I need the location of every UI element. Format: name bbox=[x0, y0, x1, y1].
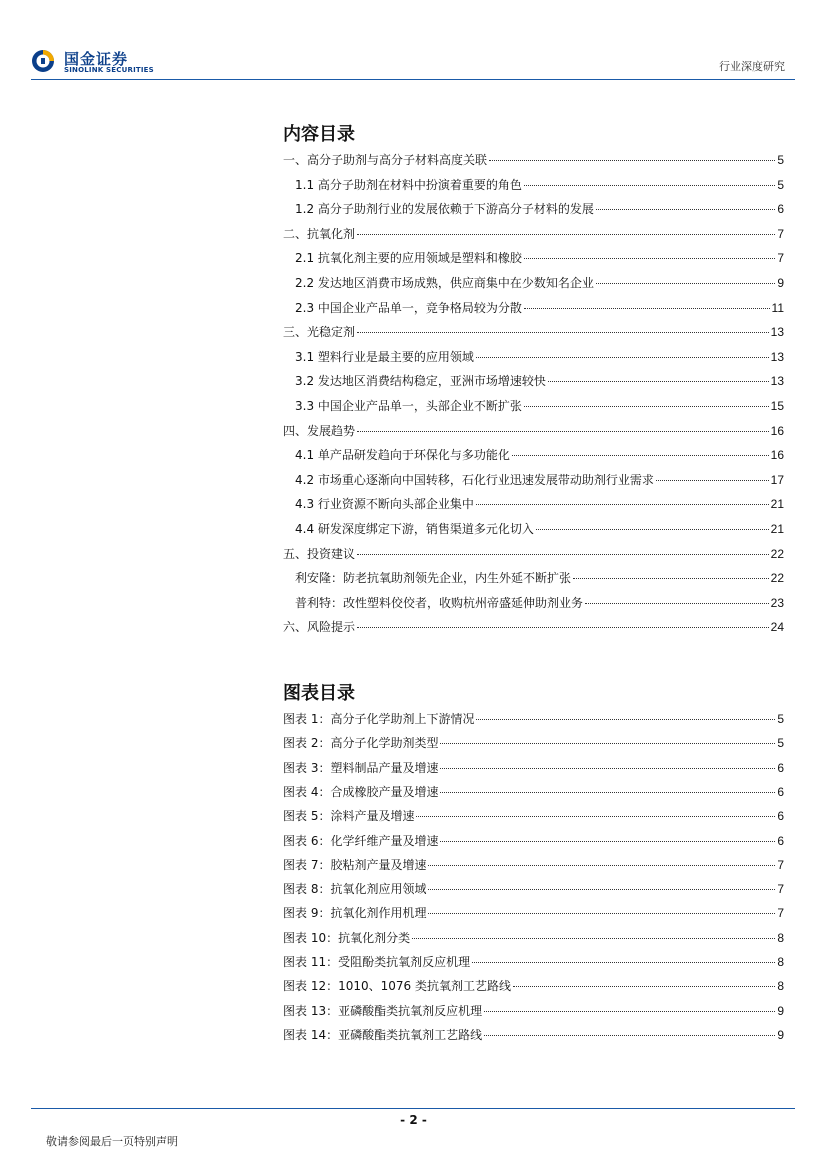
dot-leader bbox=[484, 1010, 775, 1012]
disclaimer: 敬请参阅最后一页特别声明 bbox=[46, 1135, 178, 1148]
dot-leader bbox=[524, 307, 770, 309]
toc-entry[interactable] bbox=[295, 201, 784, 217]
toc-title: 内容目录 bbox=[283, 124, 355, 145]
toc-entry-page: 21 bbox=[770, 522, 784, 536]
header-divider bbox=[31, 79, 795, 80]
dot-leader bbox=[476, 718, 775, 720]
toc-entry[interactable] bbox=[295, 521, 784, 537]
toc-entry-label: 图表 3：塑料制品产量及增速 bbox=[283, 760, 439, 775]
dot-leader bbox=[573, 577, 769, 579]
dot-leader bbox=[524, 257, 775, 259]
toc-entry-page: 16 bbox=[770, 448, 784, 463]
dot-leader bbox=[428, 864, 775, 866]
toc-entry-label: 4.4 研发深度绑定下游，销售渠道多元化切入 bbox=[295, 522, 534, 536]
toc-entry[interactable] bbox=[295, 496, 784, 512]
toc-entry[interactable] bbox=[283, 152, 784, 168]
dot-leader bbox=[357, 331, 769, 333]
toc-entry-label: 图表 5：涂料产量及增速 bbox=[283, 809, 415, 824]
toc-entry-page: 7 bbox=[777, 906, 784, 921]
toc-entry[interactable] bbox=[283, 881, 784, 897]
toc-entry-page: 8 bbox=[777, 979, 784, 994]
dot-leader bbox=[489, 159, 775, 161]
toc-entry[interactable] bbox=[295, 177, 784, 193]
dot-leader bbox=[440, 840, 775, 842]
toc-entry-label: 1.1 高分子助剂在材料中扮演着重要的角色 bbox=[295, 177, 522, 192]
dot-leader bbox=[513, 985, 775, 987]
dot-leader bbox=[440, 767, 775, 769]
dot-leader bbox=[357, 626, 769, 628]
toc-entry-label: 图表 6：化学纤维产量及增速 bbox=[283, 833, 439, 848]
toc-entry-page: 16 bbox=[770, 423, 784, 438]
toc-entry[interactable] bbox=[295, 472, 784, 488]
toc-entry-page: 5 bbox=[777, 177, 784, 192]
dot-leader bbox=[357, 553, 769, 555]
page-header bbox=[0, 0, 827, 82]
toc-entry[interactable] bbox=[295, 398, 784, 414]
dot-leader bbox=[476, 503, 769, 505]
toc-entry-label: 四、发展趋势 bbox=[283, 423, 356, 438]
dot-leader bbox=[428, 888, 775, 890]
dot-leader bbox=[412, 937, 775, 939]
toc-entry-page: 24 bbox=[770, 620, 784, 635]
toc-entry-label: 3.1 塑料行业是最主要的应用领域 bbox=[295, 349, 474, 364]
brand-name-cn: 国金证券 bbox=[64, 50, 129, 68]
toc-entry-label: 五、投资建议 bbox=[283, 546, 356, 561]
toc-entry-label: 4.2 市场重心逐渐向中国转移，石化行业迅速发展带动助剂行业需求 bbox=[295, 472, 654, 487]
toc-entry-page: 9 bbox=[777, 1027, 784, 1042]
brand-name-en: SINOLINK SECURITIES bbox=[64, 66, 154, 74]
footer-divider bbox=[31, 1108, 795, 1109]
dot-leader bbox=[416, 815, 775, 817]
dot-leader bbox=[357, 430, 769, 432]
toc-entry-page: 6 bbox=[777, 202, 784, 217]
toc-entry-page: 6 bbox=[777, 833, 784, 848]
dot-leader bbox=[357, 233, 775, 235]
toc-entry-label: 2.2 发达地区消费市场成熟，供应商集中在少数知名企业 bbox=[295, 276, 594, 290]
toc-entry-page: 17 bbox=[770, 472, 784, 487]
toc-entry[interactable] bbox=[295, 349, 784, 365]
report-category: 行业深度研究 bbox=[719, 60, 785, 73]
toc-entry-page: 13 bbox=[770, 374, 784, 389]
toc-entry-label: 图表 2：高分子化学助剂类型 bbox=[283, 736, 439, 751]
toc-entry[interactable] bbox=[295, 595, 784, 611]
figures-title: 图表目录 bbox=[283, 683, 355, 704]
toc-entry-label: 图表 13：亚磷酸酯类抗氧剂反应机理 bbox=[283, 1003, 483, 1018]
toc-entry[interactable] bbox=[283, 735, 784, 751]
toc-entry-label: 2.1 抗氧化剂主要的应用领域是塑料和橡胶 bbox=[295, 251, 522, 266]
toc-entry[interactable] bbox=[295, 570, 784, 586]
dot-leader bbox=[472, 961, 775, 963]
toc-entry[interactable] bbox=[295, 275, 784, 291]
toc-entry-page: 6 bbox=[777, 784, 784, 799]
toc-entry-page: 7 bbox=[777, 857, 784, 872]
dot-leader bbox=[440, 742, 775, 744]
toc-entry-page: 8 bbox=[777, 955, 784, 969]
toc-entry-page: 22 bbox=[770, 546, 784, 561]
dot-leader bbox=[548, 380, 769, 382]
toc-entry-label: 3.2 发达地区消费结构稳定，亚洲市场增速较快 bbox=[295, 374, 546, 389]
dot-leader bbox=[484, 1034, 775, 1036]
toc-entry-label: 一、高分子助剂与高分子材料高度关联 bbox=[283, 153, 488, 167]
toc-entry[interactable] bbox=[283, 905, 784, 921]
toc-entry-page: 6 bbox=[777, 760, 784, 775]
toc-entry-label: 图表 9：抗氧化剂作用机理 bbox=[283, 906, 427, 921]
toc-entry-label: 4.1 单产品研发趋向于环保化与多功能化 bbox=[295, 448, 510, 463]
toc-entry-label: 图表 14：亚磷酸酯类抗氧剂工艺路线 bbox=[283, 1027, 483, 1042]
toc-entry[interactable] bbox=[283, 619, 784, 635]
toc-entry-page: 7 bbox=[777, 226, 784, 241]
toc-entry[interactable] bbox=[295, 373, 784, 389]
company-logo bbox=[31, 47, 161, 77]
toc-entry-page: 9 bbox=[777, 1003, 784, 1018]
toc-entry-page: 6 bbox=[777, 809, 784, 824]
toc-entry-label: 1.2 高分子助剂行业的发展依赖于下游高分子材料的发展 bbox=[295, 202, 594, 217]
toc-entry[interactable] bbox=[283, 324, 784, 340]
toc-entry-page: 23 bbox=[770, 595, 784, 610]
toc-entry-label: 图表 10：抗氧化剂分类 bbox=[283, 930, 411, 945]
toc-entry[interactable] bbox=[295, 250, 784, 266]
toc-entry-page: 11 bbox=[771, 300, 784, 315]
toc-entry[interactable] bbox=[283, 978, 784, 994]
toc-entry[interactable] bbox=[283, 857, 784, 873]
toc-entry-label: 图表 1：高分子化学助剂上下游情况 bbox=[283, 712, 475, 726]
toc-entry[interactable] bbox=[295, 447, 784, 463]
toc-entry[interactable] bbox=[283, 226, 784, 242]
toc-entry-label: 图表 4：合成橡胶产量及增速 bbox=[283, 784, 439, 799]
toc-entry-page: 22 bbox=[770, 571, 784, 586]
toc-entry[interactable] bbox=[283, 423, 784, 439]
toc-entry[interactable] bbox=[283, 546, 784, 562]
toc-entry-page: 5 bbox=[777, 736, 784, 751]
dot-leader bbox=[524, 405, 769, 407]
toc-entry-label: 利安隆：防老抗氧助剂领先企业，内生外延不断扩张 bbox=[295, 571, 572, 586]
toc-entry-page: 15 bbox=[770, 399, 784, 413]
logo-mark-icon bbox=[31, 47, 57, 75]
toc-entry-page: 5 bbox=[777, 153, 784, 167]
dot-leader bbox=[585, 602, 769, 604]
toc-entry[interactable] bbox=[283, 711, 784, 727]
toc-entry-page: 7 bbox=[777, 251, 784, 266]
toc-entry-label: 图表 12：1010、1076 类抗氧剂工艺路线 bbox=[283, 979, 511, 994]
dot-leader bbox=[476, 356, 769, 358]
toc-entry-page: 5 bbox=[777, 712, 784, 726]
toc-entry-label: 图表 7：胶粘剂产量及增速 bbox=[283, 857, 427, 872]
toc-entry[interactable] bbox=[283, 833, 784, 849]
toc-entry-page: 13 bbox=[770, 325, 784, 340]
page-number: - 2 - bbox=[400, 1113, 427, 1127]
toc-entry[interactable] bbox=[283, 930, 784, 946]
toc-entry-label: 普利特：改性塑料佼佼者，收购杭州帝盛延伸助剂业务 bbox=[295, 595, 584, 610]
toc-entry-label: 六、风险提示 bbox=[283, 620, 356, 635]
toc-entry-page: 9 bbox=[777, 276, 784, 290]
toc-entry-label: 二、抗氧化剂 bbox=[283, 226, 356, 241]
toc-entry[interactable] bbox=[283, 760, 784, 776]
toc-entry-label: 图表 11：受阻酚类抗氧剂反应机理 bbox=[283, 955, 471, 969]
toc-entry[interactable] bbox=[283, 1027, 784, 1043]
toc-entry-page: 8 bbox=[777, 930, 784, 945]
dot-leader bbox=[440, 791, 775, 793]
dot-leader bbox=[512, 454, 769, 456]
toc-entry[interactable] bbox=[283, 808, 784, 824]
toc-entry-label: 3.3 中国企业产品单一，头部企业不断扩张 bbox=[295, 399, 522, 413]
toc-entry[interactable] bbox=[295, 300, 784, 316]
dot-leader bbox=[596, 282, 775, 284]
toc-entry[interactable] bbox=[283, 1003, 784, 1019]
toc-entry-label: 三、光稳定剂 bbox=[283, 325, 356, 340]
toc-entry-page: 13 bbox=[770, 349, 784, 364]
toc-entry[interactable] bbox=[283, 784, 784, 800]
toc-entry-page: 7 bbox=[777, 882, 784, 897]
toc-entry-page: 21 bbox=[770, 497, 784, 512]
dot-leader bbox=[428, 912, 775, 914]
dot-leader bbox=[596, 208, 775, 210]
toc-entry[interactable] bbox=[283, 954, 784, 970]
toc-entry-label: 4.3 行业资源不断向头部企业集中 bbox=[295, 497, 474, 512]
toc-entry-label: 图表 8：抗氧化剂应用领域 bbox=[283, 882, 427, 897]
toc-entry-label: 2.3 中国企业产品单一，竞争格局较为分散 bbox=[295, 300, 522, 315]
dot-leader bbox=[524, 184, 775, 186]
dot-leader bbox=[656, 479, 769, 481]
dot-leader bbox=[536, 528, 769, 530]
